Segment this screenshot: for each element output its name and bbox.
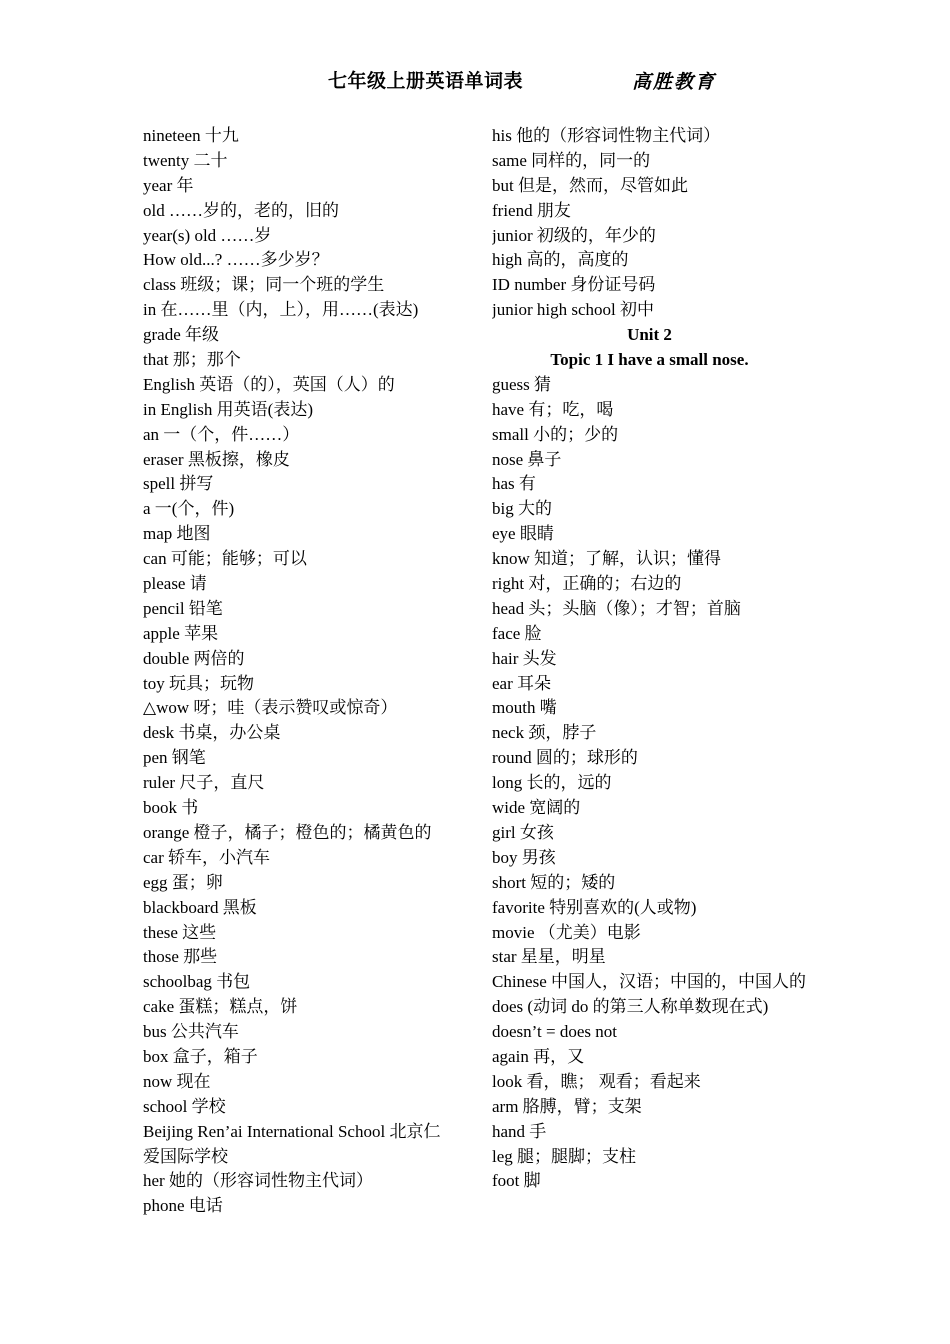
word-entry: a 一(个，件)	[143, 499, 235, 519]
word-entry: foot 脚	[492, 1171, 541, 1191]
word-entry: Chinese 中国人，汉语；中国的，中国人的	[492, 972, 807, 992]
word-entry: double 两倍的	[143, 648, 245, 668]
word-entry: ear 耳朵	[492, 673, 552, 693]
word-entry: book 书	[143, 798, 199, 818]
word-entry: desk 书桌，办公桌	[143, 723, 281, 743]
word-entry: these 这些	[143, 922, 217, 942]
word-entry: map 地图	[143, 524, 211, 544]
word-entry: hair 头发	[492, 648, 557, 668]
word-entry: junior 初级的，年少的	[492, 225, 656, 245]
word-entry: his 他的（形容词性物主代词）	[492, 126, 721, 145]
word-entry: school 学校	[143, 1096, 226, 1116]
word-entry: ruler 尺子，直尺	[143, 773, 265, 793]
word-entry: junior high school 初中	[492, 300, 654, 320]
word-entry: movie （尤美）电影	[492, 922, 641, 942]
word-entry: now 现在	[143, 1071, 211, 1091]
right-word-column	[492, 124, 812, 1194]
word-entry: English 英语（的），英国（人）的	[143, 374, 395, 394]
word-entry: round 圆的；球形的	[492, 748, 638, 768]
word-entry: hand 手	[492, 1121, 547, 1141]
word-entry: girl 女孩	[492, 822, 554, 842]
word-entry: star 星星，明星	[492, 947, 606, 967]
unit-heading: Unit 2	[627, 325, 672, 345]
word-entry: guess 猜	[492, 374, 552, 394]
word-entry: has 有	[492, 474, 536, 494]
word-entry: an 一（个，件……）	[143, 424, 300, 444]
word-entry: △wow 呀；哇（表示赞叹或惊奇）	[143, 698, 398, 718]
word-entry: face 脸	[492, 623, 542, 643]
word-entry: spell 拼写	[143, 474, 214, 494]
word-entry: nose 鼻子	[492, 449, 562, 469]
word-entry: her 她的（形容词性物主代词）	[143, 1171, 373, 1191]
word-entry: phone 电话	[143, 1196, 223, 1216]
word-entry: twenty 二十	[143, 150, 228, 170]
word-entry: friend 朋友	[492, 200, 571, 220]
word-entry: arm 胳膊，臂；支架	[492, 1096, 642, 1116]
word-entry: those 那些	[143, 947, 218, 967]
left-word-column	[143, 124, 468, 1219]
word-entry: know 知道；了解，认识；懂得	[492, 549, 722, 569]
word-entry: grade 年级	[143, 325, 220, 345]
word-entry: pencil 铅笔	[143, 598, 223, 618]
word-entry: orange 橙子，橘子；橙色的；橘黄色的	[143, 822, 432, 842]
word-entry: nineteen 十九	[143, 126, 239, 145]
word-entry: does (动词 do 的第三人称单数现在式)	[492, 997, 769, 1017]
word-entry: that 那；那个	[143, 350, 241, 370]
word-entry: same 同样的，同一的	[492, 150, 651, 170]
word-entry: right 对，正确的；右边的	[492, 574, 682, 594]
word-entry: again 再，又	[492, 1046, 585, 1066]
word-entry: favorite 特别喜欢的(人或物)	[492, 897, 697, 917]
word-entry: apple 苹果	[143, 623, 219, 643]
word-entry: boy 男孩	[492, 847, 556, 867]
word-entry: eraser 黑板擦，橡皮	[143, 449, 290, 469]
word-entry: pen 钢笔	[143, 748, 206, 768]
word-entry: class 班级；课；同一个班的学生	[143, 275, 385, 295]
word-entry: look 看，瞧； 观看；看起来	[492, 1071, 701, 1091]
word-entry: blackboard 黑板	[143, 897, 257, 917]
word-entry: mouth 嘴	[492, 698, 557, 718]
word-entry: old ……岁的，老的，旧的	[143, 200, 339, 220]
word-entry: Beijing Ren’ai International School 北京仁爱国际学校	[143, 1121, 441, 1166]
word-entry: year 年	[143, 175, 194, 195]
word-entry: year(s) old ……岁	[143, 225, 272, 245]
word-entry: box 盒子，箱子	[143, 1046, 258, 1066]
word-entry: egg 蛋；卵	[143, 872, 223, 892]
word-entry: short 短的；矮的	[492, 872, 616, 892]
word-entry: cake 蛋糕；糕点，饼	[143, 997, 298, 1017]
word-entry: in 在……里（内，上），用……(表达)	[143, 300, 419, 320]
word-entry: car 轿车，小汽车	[143, 847, 271, 867]
word-entry: doesn’t = does not	[492, 1022, 617, 1042]
word-entry: head 头；头脑（像）；才智；首脑	[492, 598, 741, 618]
word-entry: big 大的	[492, 499, 552, 519]
word-entry: toy 玩具；玩物	[143, 673, 254, 693]
word-entry: but 但是，然而，尽管如此	[492, 175, 688, 195]
word-entry: eye 眼睛	[492, 524, 554, 544]
word-entry: have 有；吃，喝	[492, 399, 614, 419]
word-entry: in English 用英语(表达)	[143, 399, 313, 419]
word-entry: schoolbag 书包	[143, 972, 251, 992]
word-entry: ID number 身份证号码	[492, 275, 656, 295]
topic-heading: Topic 1 I have a small nose.	[550, 350, 749, 370]
word-entry: wide 宽阔的	[492, 798, 581, 818]
word-entry: small 小的；少的	[492, 424, 619, 444]
brand-name: 高胜教育	[632, 72, 717, 93]
word-entry: bus 公共汽车	[143, 1022, 239, 1042]
word-entry: can 可能；能够；可以	[143, 549, 307, 569]
word-entry: long 长的，远的	[492, 773, 612, 793]
word-entry: high 高的，高度的	[492, 250, 629, 270]
word-entry: neck 颈，脖子	[492, 723, 597, 743]
word-entry: How old...? ……多少岁？	[143, 250, 329, 270]
page-title: 七年级上册英语单词表	[328, 71, 524, 92]
word-entry: leg 腿；腿脚；支柱	[492, 1146, 637, 1166]
word-entry: please 请	[143, 574, 207, 594]
